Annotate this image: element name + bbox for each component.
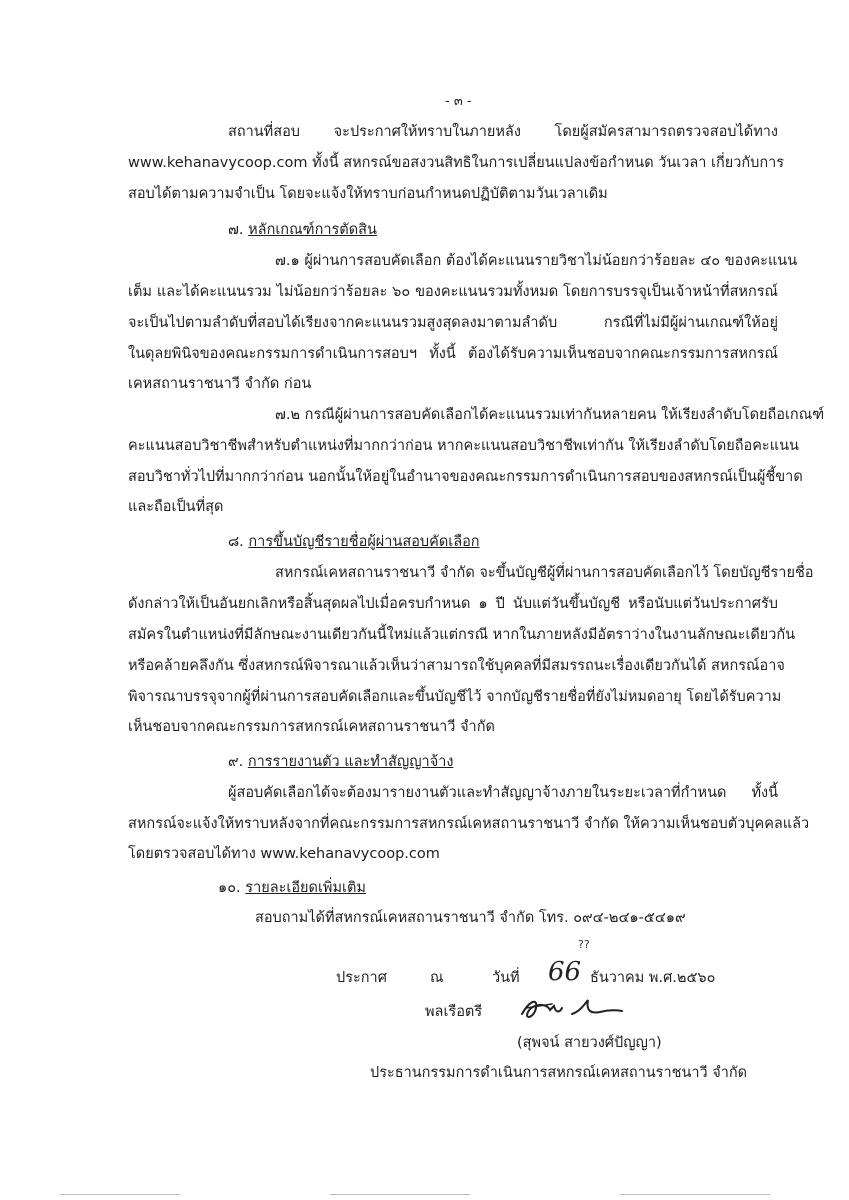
- page-number: - ๓ -: [445, 94, 472, 109]
- signer-position: ประธานกรรมการดำเนินการสหกรณ์เคหสถานราชนาวี จำกัด: [370, 1065, 748, 1081]
- paragraph-line: สมัครในตำแหน่งที่มีลักษณะงานเดียวกันนี้ใหม่แล้วแต่กรณี หากในภายหลังมีอัตราว่างในงานลักษณะเดียวกัน: [128, 627, 796, 643]
- paragraph-line: เคหสถานราชนาวี จำกัด ก่อน: [128, 376, 312, 392]
- handwritten-day: 66: [548, 957, 582, 987]
- section-number: ๑๐.: [218, 880, 241, 896]
- paragraph-line: ผู้สอบคัดเลือกได้จะต้องมารายงานตัวและทำสัญญาจ้างภายในระยะเวลาที่กำหนด ทั้งนี้: [228, 785, 778, 801]
- paragraph-line: สอบวิชาทั่วไปที่มากกว่าก่อน นอกนั้นให้อยู่ในอำนาจของคณะกรรมการดำเนินการสอบของสหกรณ์เป็นผู้ชี้ขาด: [128, 469, 803, 485]
- signer-rank: พลเรือตรี: [425, 1004, 483, 1020]
- scan-artifact: [620, 1194, 770, 1195]
- paragraph-line: โดยตรวจสอบได้ทาง www.kehanavycoop.com: [128, 846, 440, 862]
- paragraph-line: ดังกล่าวให้เป็นอันยกเลิกหรือสิ้นสุดผลไปเมื่อครบกำหนด ๑ ปี นับแต่วันขึ้นบัญชี หรือนับแต่วันประกาศรับ: [128, 596, 778, 612]
- signer-name: (สุพจน์ สายวงศ์ปัญญา): [517, 1035, 662, 1051]
- section-10-heading: [218, 878, 366, 898]
- section-title: หลักเกณฑ์การตัดสิน: [248, 222, 377, 238]
- section-number: ๙.: [228, 754, 244, 770]
- handwritten-day-mark: ??: [578, 938, 590, 951]
- intro-line: www.kehanavycoop.com ทั้งนี้ สหกรณ์ขอสงวนสิทธิในการเปลี่ยนแปลงข้อกำหนด วันเวลา เกี่ยวกับการ: [128, 155, 785, 171]
- paragraph-line: สหกรณ์เคหสถานราชนาวี จำกัด จะขึ้นบัญชีผู้ที่ผ่านการสอบคัดเลือกไว้ โดยบัญชีรายชื่อ: [275, 565, 814, 581]
- announce-label: ประกาศ: [336, 970, 387, 986]
- announce-month-year: ธันวาคม พ.ศ.๒๕๖๐: [590, 970, 716, 986]
- section-number: ๘.: [228, 534, 244, 550]
- contact-line: สอบถามได้ที่สหกรณ์เคหสถานราชนาวี จำกัด โทร. ๐๙๔-๒๔๑-๕๔๑๙: [255, 910, 686, 926]
- paragraph-line: พิจารณาบรรจุจากผู้ที่ผ่านการสอบคัดเลือกและขึ้นบัญชีไว้ จากบัญชีรายชื่อที่ยังไม่หมดอายุ โดยได้รับความ: [128, 689, 782, 705]
- signature-icon: [516, 990, 626, 1028]
- paragraph-line: คะแนนสอบวิชาชีพสำหรับตำแหน่งที่มากกว่าก่อน หากคะแนนสอบวิชาชีพเท่ากัน ให้เรียงลำดับโดยถือคะแนน: [128, 438, 799, 454]
- scan-artifact: [330, 1194, 470, 1195]
- paragraph-line: หรือคล้ายคลึงกัน ซึ่งสหกรณ์พิจารณาแล้วเห็นว่าสามารถใช้บุคคลที่มีสมรรถนะเรื่องเดียวกันได้ สหกรณ์อาจ: [128, 658, 785, 674]
- section-7-heading: [228, 220, 377, 240]
- intro-line: สถานที่สอบ จะประกาศให้ทราบในภายหลัง โดยผู้สมัครสามารถตรวจสอบได้ทาง: [228, 124, 778, 140]
- paragraph-line: จะเป็นไปตามลำดับที่สอบได้เรียงจากคะแนนรวมสูงสุดลงมาตามลำดับ กรณีที่ไม่มีผู้ผ่านเกณฑ์ให้อยู่: [128, 315, 778, 331]
- paragraph-line: และถือเป็นที่สุด: [128, 499, 224, 515]
- section-8-heading: [228, 532, 480, 552]
- section-9-heading: [228, 752, 453, 772]
- paragraph-line: ๗.๑ ผู้ผ่านการสอบคัดเลือก ต้องได้คะแนนรายวิชาไม่น้อยกว่าร้อยละ ๔๐ ของคะแนน: [275, 253, 798, 269]
- announce-day-label: วันที่: [492, 970, 520, 986]
- section-number: ๗.: [228, 222, 244, 238]
- scan-artifact: [60, 1194, 180, 1195]
- section-title: การรายงานตัว และทำสัญญาจ้าง: [247, 754, 454, 770]
- paragraph-line: เต็ม และได้คะแนนรวม ไม่น้อยกว่าร้อยละ ๖๐ ของคะแนนรวมทั้งหมด โดยการบรรจุเป็นเจ้าหน้าที่สหกรณ์: [128, 284, 778, 300]
- paragraph-line: สหกรณ์จะแจ้งให้ทราบหลังจากที่คณะกรรมการสหกรณ์เคหสถานราชนาวี จำกัด ให้ความเห็นชอบตัวบุคคลแล้ว: [128, 816, 810, 832]
- intro-line: สอบได้ตามความจำเป็น โดยจะแจ้งให้ทราบก่อนกำหนดปฏิบัติตามวันเวลาเดิม: [128, 186, 608, 202]
- section-title: รายละเอียดเพิ่มเติม: [245, 880, 366, 896]
- paragraph-line: ๗.๒ กรณีผู้ผ่านการสอบคัดเลือกได้คะแนนรวมเท่ากันหลายคน ให้เรียงลำดับโดยถือเกณฑ์: [275, 407, 825, 423]
- section-title: การขึ้นบัญชีรายชื่อผู้ผ่านสอบคัดเลือก: [248, 534, 480, 550]
- announce-at: ณ: [430, 970, 444, 986]
- paragraph-line: ในดุลยพินิจของคณะกรรมการดำเนินการสอบฯ ทั้งนี้ ต้องได้รับความเห็นชอบจากคณะกรรมการสหกรณ์: [128, 346, 778, 362]
- paragraph-line: เห็นชอบจากคณะกรรมการสหกรณ์เคหสถานราชนาวี จำกัด: [128, 719, 495, 735]
